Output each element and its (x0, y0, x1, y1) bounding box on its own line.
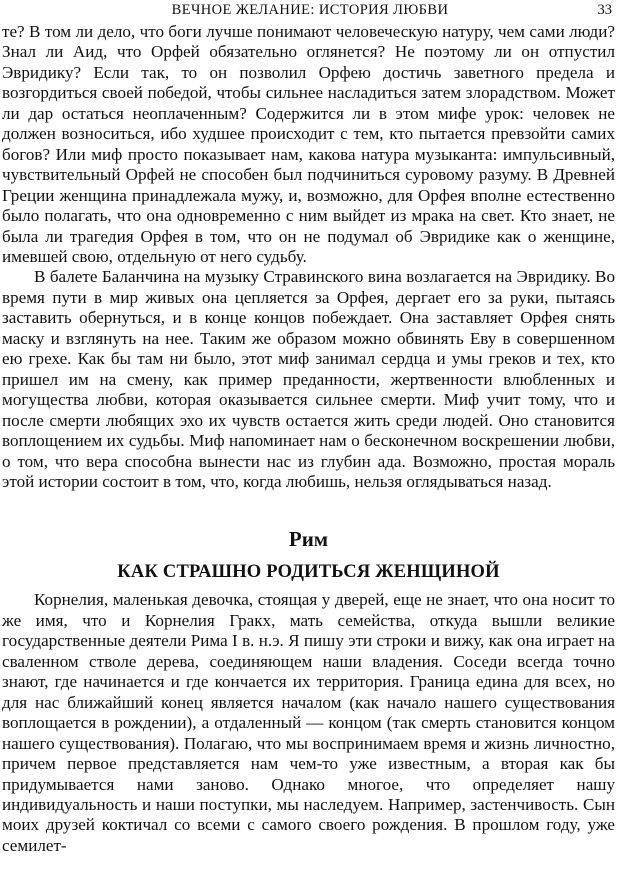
section-title: Рим (288, 527, 329, 552)
running-title: ВЕЧНОЕ ЖЕЛАНИЕ: ИСТОРИЯ ЛЮБВИ (171, 2, 449, 18)
page-content (2, 22, 615, 856)
paragraph-continued: те? В том ли дело, что боги лучше понимают человеческую натуру, чем сами люди? Знал ли Аид, что Орфей обязательно оглянется? Не поэтому ли он отпустил Эвридику? Если так, то он позволил Орфею достичь заветного предела и возгордиться своей победой, чтобы сильнее насладиться затем злорадством. Может ли дар остаться неоплаченным? Содержится ли в этом мифе урок: человек не должен возноситься, ибо худшее происходит с тем, кто пытается превзойти самих богов? Или миф просто показывает нам, какова натура музыканта: импульсивный, чувствительный Орфей не способен был подчиниться суровому разуму. В Древней Греции женщина принадлежала мужу, и, возможно, для Орфея вполне естественно было полагать, что она одновременно с ним выйдет из мрака на свет. Кто знает, не была ли трагедия Орфея в том, что он не подумал об Эвридике как о женщине, имевшей свою, отдельную от него судьбу. (2, 22, 615, 266)
paragraph: В балете Баланчина на музыку Стравинского вина возлагается на Эвридику. Во время пути в мир живых она цепляется за Орфея, дергает его за руки, пытаясь заставить обернуться, и в конце концов побеждает. Она заставляет Орфея снять маску и взглянуть на нее. Таким же образом можно обвинять Еву в совершенном ею грехе. Как бы там ни было, этот миф занимал сердца и умы греков и тех, кто пришел им на смену, как пример преданности, жертвенности влюбленных и могущества любви, которая оказывается сильнее смерти. Миф учит тому, что и после смерти любящих эхо их чувств остается жить среди людей. Оно становится воплощением их судьбы. Миф напоминает нам о бесконечном воскрешении любви, о том, что вера способна вынести нас из глубин ада. Возможно, простая мораль этой истории состоит в том, что, когда любишь, нельзя оглядываться назад. (2, 267, 615, 491)
subsection-title: КАК СТРАШНО РОДИТЬСЯ ЖЕНЩИНОЙ (117, 562, 500, 583)
page-header (0, 0, 620, 22)
page-number: 33 (597, 2, 612, 18)
paragraph: Корнелия, маленькая девочка, стоящая у дверей, еще не знает, что она носит то же имя, что и Корнелия Гракх, мать семейства, откуда вышли великие государственные деятели Рима I в. н.э. Я пишу эти строки и вижу, как она играет на сваленном стволе дерева, соединяющем наши владения. Соседи всегда точно знают, где начинается и где кончается их территория. Граница едина для всех, но для нас ближайший конец является началом (как начало нашего существования воплощается в рождении), а отдаленный — концом (так смерть становится концом нашего существования). Полагаю, что мы воспринимаем время и жизнь личностно, причем первое представляется нам чем-то уже известным, а вторая как бы придумывается нами заново. Однако многое, что определяет нашу индивидуальность и наши поступки, мы наследуем. Например, застенчивость. Сын моих друзей коктичал со всеми с самого своего рождения. В прошлом году, уже семилет- (2, 590, 615, 855)
